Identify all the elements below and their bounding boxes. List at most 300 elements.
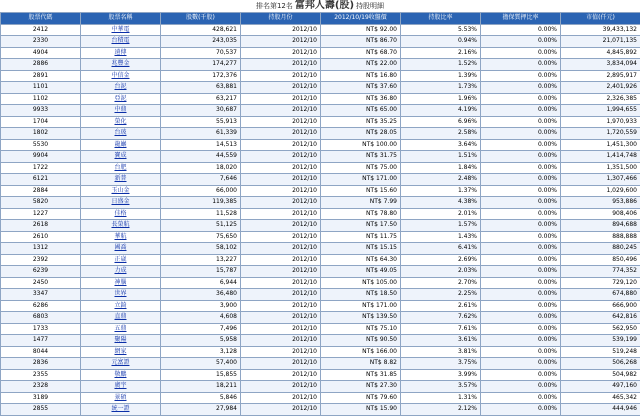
cell-month: 2012/10: [241, 105, 321, 117]
cell-code: 1227: [1, 208, 81, 220]
cell-month: 2012/10: [241, 59, 321, 71]
cell-code: 1102: [1, 93, 81, 105]
cell-pledge: 0.00%: [481, 335, 561, 347]
cell-name: [81, 82, 161, 94]
stock-name-link[interactable]: 國喬: [114, 244, 126, 251]
cell-price: NT$ 15.90: [321, 404, 401, 416]
cell-ratio: 2.01%: [401, 208, 481, 220]
cell-code: 1802: [1, 128, 81, 140]
cell-value: 562,950: [561, 323, 640, 335]
cell-pledge: 0.00%: [481, 254, 561, 266]
cell-code: 2355: [1, 369, 81, 381]
table-row: [1, 266, 640, 278]
cell-ratio: 1.51%: [401, 151, 481, 163]
cell-price: NT$ 92.00: [321, 24, 401, 36]
cell-code: 1477: [1, 335, 81, 347]
stock-name-link[interactable]: 中華電: [111, 26, 129, 33]
table-row: [1, 59, 640, 71]
cell-code: 2412: [1, 24, 81, 36]
cell-price: NT$ 16.80: [321, 70, 401, 82]
stock-name-link[interactable]: 神腦: [114, 279, 126, 286]
cell-value: 1,307,466: [561, 174, 640, 186]
cell-shares: 5,846: [161, 392, 241, 404]
cell-value: 539,199: [561, 335, 640, 347]
cell-code: 1733: [1, 323, 81, 335]
cell-price: NT$ 78.80: [321, 208, 401, 220]
table-row: [1, 197, 640, 209]
cell-pledge: 0.00%: [481, 312, 561, 324]
cell-code: 4904: [1, 47, 81, 59]
cell-code: 2884: [1, 185, 81, 197]
cell-value: 2,895,917: [561, 70, 640, 82]
cell-name: [81, 346, 161, 358]
cell-shares: 30,687: [161, 105, 241, 117]
cell-name: [81, 277, 161, 289]
cell-shares: 14,513: [161, 139, 241, 151]
cell-value: 908,406: [561, 208, 640, 220]
stock-name-link[interactable]: 元富證: [111, 359, 129, 366]
cell-code: 1101: [1, 82, 81, 94]
table-row: [1, 231, 640, 243]
cell-value: 880,245: [561, 243, 640, 255]
cell-shares: 15,787: [161, 266, 241, 278]
cell-month: 2012/10: [241, 346, 321, 358]
cell-code: 8044: [1, 346, 81, 358]
table-row: [1, 70, 640, 82]
cell-pledge: 0.00%: [481, 369, 561, 381]
cell-value: 2,326,385: [561, 93, 640, 105]
cell-name: [81, 197, 161, 209]
cell-month: 2012/10: [241, 323, 321, 335]
table-row: [1, 277, 640, 289]
stock-name-link[interactable]: 廣宇: [114, 382, 126, 389]
cell-ratio: 1.96%: [401, 93, 481, 105]
stock-name-link[interactable]: 台泥: [114, 83, 126, 90]
stock-name-link[interactable]: 中鼎: [114, 106, 126, 113]
cell-value: 642,816: [561, 312, 640, 324]
cell-value: 888,888: [561, 231, 640, 243]
cell-code: 2891: [1, 70, 81, 82]
cell-name: [81, 231, 161, 243]
cell-pledge: 0.00%: [481, 346, 561, 358]
cell-price: NT$ 166.00: [321, 346, 401, 358]
cell-shares: 13,227: [161, 254, 241, 266]
cell-shares: 7,496: [161, 323, 241, 335]
cell-ratio: 2.70%: [401, 277, 481, 289]
cell-month: 2012/10: [241, 220, 321, 232]
cell-price: NT$ 35.25: [321, 116, 401, 128]
cell-value: 3,834,094: [561, 59, 640, 71]
cell-ratio: 2.58%: [401, 128, 481, 140]
cell-ratio: 3.64%: [401, 139, 481, 151]
cell-name: [81, 24, 161, 36]
table-row: [1, 116, 640, 128]
cell-name: [81, 116, 161, 128]
cell-ratio: 1.31%: [401, 392, 481, 404]
cell-shares: 3,128: [161, 346, 241, 358]
cell-price: NT$ 139.50: [321, 312, 401, 324]
stock-name-link[interactable]: 世界: [114, 290, 126, 297]
cell-pledge: 0.00%: [481, 139, 561, 151]
cell-shares: 44,559: [161, 151, 241, 163]
cell-price: NT$ 31.85: [321, 369, 401, 381]
cell-pledge: 0.00%: [481, 36, 561, 48]
cell-value: 465,342: [561, 392, 640, 404]
cell-shares: 58,102: [161, 243, 241, 255]
cell-month: 2012/10: [241, 231, 321, 243]
table-row: [1, 93, 640, 105]
cell-shares: 7,646: [161, 174, 241, 186]
cell-ratio: 3.99%: [401, 369, 481, 381]
cell-name: [81, 312, 161, 324]
cell-ratio: 0.94%: [401, 36, 481, 48]
cell-name: [81, 392, 161, 404]
stock-name-link[interactable]: 榮化: [114, 118, 126, 125]
col-header-ratio: 持股比率: [401, 13, 481, 25]
cell-value: 674,880: [561, 289, 640, 301]
cell-month: 2012/10: [241, 312, 321, 324]
cell-pledge: 0.00%: [481, 392, 561, 404]
cell-price: NT$ 100.00: [321, 139, 401, 151]
cell-pledge: 0.00%: [481, 162, 561, 174]
cell-ratio: 4.19%: [401, 105, 481, 117]
stock-name-link[interactable]: 兆豐金: [111, 60, 129, 67]
stock-name-link[interactable]: 正崴: [114, 256, 126, 263]
cell-code: 2886: [1, 59, 81, 71]
cell-month: 2012/10: [241, 197, 321, 209]
cell-ratio: 6.96%: [401, 116, 481, 128]
cell-name: [81, 59, 161, 71]
table-row: [1, 47, 640, 59]
cell-code: 6239: [1, 266, 81, 278]
table-row: [1, 24, 640, 36]
cell-month: 2012/10: [241, 128, 321, 140]
cell-ratio: 1.57%: [401, 220, 481, 232]
cell-price: NT$ 18.50: [321, 289, 401, 301]
stock-name-link[interactable]: 台肥: [114, 164, 126, 171]
cell-price: NT$ 75.10: [321, 323, 401, 335]
cell-value: 894,688: [561, 220, 640, 232]
cell-name: [81, 128, 161, 140]
stock-name-link[interactable]: 亞泥: [114, 95, 126, 102]
stock-name-link[interactable]: 華航: [114, 233, 126, 240]
cell-month: 2012/10: [241, 277, 321, 289]
col-header-month: 持股月份: [241, 13, 321, 25]
table-row: [1, 254, 640, 266]
cell-shares: 5,958: [161, 335, 241, 347]
cell-code: 6121: [1, 174, 81, 186]
stock-name-link[interactable]: 敬鵬: [114, 371, 126, 378]
cell-month: 2012/10: [241, 151, 321, 163]
cell-value: 519,248: [561, 346, 640, 358]
cell-value: 729,120: [561, 277, 640, 289]
cell-name: [81, 289, 161, 301]
col-header-shares: 股數(千股): [161, 13, 241, 25]
cell-value: 666,900: [561, 300, 640, 312]
cell-name: [81, 243, 161, 255]
table-row: [1, 289, 640, 301]
cell-month: 2012/10: [241, 185, 321, 197]
cell-value: 1,970,933: [561, 116, 640, 128]
table-row: [1, 151, 640, 163]
cell-shares: 18,020: [161, 162, 241, 174]
stock-name-link[interactable]: 佳格: [114, 210, 126, 217]
cell-code: 1704: [1, 116, 81, 128]
cell-code: 2836: [1, 358, 81, 370]
cell-month: 2012/10: [241, 82, 321, 94]
table-row: [1, 335, 640, 347]
cell-code: 2392: [1, 254, 81, 266]
table-row: [1, 82, 640, 94]
cell-pledge: 0.00%: [481, 323, 561, 335]
cell-month: 2012/10: [241, 24, 321, 36]
cell-month: 2012/10: [241, 404, 321, 416]
cell-pledge: 0.00%: [481, 24, 561, 36]
cell-pledge: 0.00%: [481, 82, 561, 94]
table-row: [1, 369, 640, 381]
cell-pledge: 0.00%: [481, 231, 561, 243]
cell-shares: 55,913: [161, 116, 241, 128]
cell-shares: 172,376: [161, 70, 241, 82]
cell-price: NT$ 17.50: [321, 220, 401, 232]
cell-value: 1,720,559: [561, 128, 640, 140]
cell-price: NT$ 79.60: [321, 392, 401, 404]
cell-month: 2012/10: [241, 208, 321, 220]
table-row: [1, 243, 640, 255]
cell-shares: 57,400: [161, 358, 241, 370]
cell-ratio: 5.53%: [401, 24, 481, 36]
stock-name-link[interactable]: 日盛金: [111, 198, 129, 205]
cell-month: 2012/10: [241, 162, 321, 174]
cell-code: 2610: [1, 231, 81, 243]
cell-month: 2012/10: [241, 335, 321, 347]
cell-ratio: 6.41%: [401, 243, 481, 255]
cell-value: 4,845,892: [561, 47, 640, 59]
table-row: [1, 36, 640, 48]
cell-code: 2855: [1, 404, 81, 416]
cell-value: 506,268: [561, 358, 640, 370]
cell-price: NT$ 105.00: [321, 277, 401, 289]
cell-pledge: 0.00%: [481, 128, 561, 140]
cell-ratio: 7.62%: [401, 312, 481, 324]
cell-code: 3347: [1, 289, 81, 301]
cell-ratio: 1.37%: [401, 185, 481, 197]
table-row: [1, 185, 640, 197]
stock-name-link[interactable]: 玉山金: [111, 187, 129, 194]
cell-shares: 27,984: [161, 404, 241, 416]
cell-ratio: 3.75%: [401, 358, 481, 370]
stock-name-link[interactable]: 長榮航: [111, 221, 129, 228]
cell-name: [81, 47, 161, 59]
cell-code: 5820: [1, 197, 81, 209]
cell-month: 2012/10: [241, 36, 321, 48]
stock-name-link[interactable]: 寶成: [114, 152, 126, 159]
stock-name-link[interactable]: 新普: [114, 175, 126, 182]
cell-pledge: 0.00%: [481, 243, 561, 255]
cell-shares: 174,277: [161, 59, 241, 71]
stock-name-link[interactable]: 直鼎: [114, 313, 126, 320]
stock-name-link[interactable]: 遠傳: [114, 49, 126, 56]
cell-price: NT$ 11.75: [321, 231, 401, 243]
cell-name: [81, 358, 161, 370]
cell-price: NT$ 86.70: [321, 36, 401, 48]
stock-name-link[interactable]: 聚陽: [114, 336, 126, 343]
cell-name: [81, 139, 161, 151]
cell-ratio: 2.69%: [401, 254, 481, 266]
cell-code: 1312: [1, 243, 81, 255]
cell-month: 2012/10: [241, 289, 321, 301]
cell-price: NT$ 75.00: [321, 162, 401, 174]
cell-pledge: 0.00%: [481, 358, 561, 370]
cell-shares: 428,621: [161, 24, 241, 36]
cell-month: 2012/10: [241, 93, 321, 105]
cell-value: 953,886: [561, 197, 640, 209]
cell-month: 2012/10: [241, 254, 321, 266]
cell-name: [81, 381, 161, 393]
cell-value: 1,451,300: [561, 139, 640, 151]
cell-pledge: 0.00%: [481, 404, 561, 416]
cell-name: [81, 404, 161, 416]
cell-name: [81, 70, 161, 82]
cell-shares: 15,855: [161, 369, 241, 381]
cell-month: 2012/10: [241, 300, 321, 312]
cell-value: 1,351,500: [561, 162, 640, 174]
cell-shares: 63,881: [161, 82, 241, 94]
cell-pledge: 0.00%: [481, 174, 561, 186]
cell-month: 2012/10: [241, 266, 321, 278]
cell-month: 2012/10: [241, 174, 321, 186]
table-row: [1, 208, 640, 220]
stock-name-link[interactable]: 台玻: [114, 129, 126, 136]
cell-price: NT$ 49.05: [321, 266, 401, 278]
col-header-code: 股票代碼: [1, 13, 81, 25]
table-row: [1, 381, 640, 393]
cell-price: NT$ 8.82: [321, 358, 401, 370]
cell-shares: 51,125: [161, 220, 241, 232]
cell-shares: 70,537: [161, 47, 241, 59]
cell-shares: 3,900: [161, 300, 241, 312]
cell-ratio: 2.25%: [401, 289, 481, 301]
table-row: [1, 300, 640, 312]
cell-name: [81, 323, 161, 335]
stock-name-link[interactable]: 龍巖: [114, 141, 126, 148]
cell-price: NT$ 68.70: [321, 47, 401, 59]
cell-code: 9904: [1, 151, 81, 163]
cell-ratio: 2.12%: [401, 404, 481, 416]
stock-name-link[interactable]: 網家: [114, 348, 126, 355]
cell-ratio: 1.73%: [401, 82, 481, 94]
cell-shares: 18,211: [161, 381, 241, 393]
cell-value: 1,414,748: [561, 151, 640, 163]
cell-ratio: 2.03%: [401, 266, 481, 278]
cell-price: NT$ 7.99: [321, 197, 401, 209]
cell-ratio: 4.38%: [401, 197, 481, 209]
cell-value: 497,160: [561, 381, 640, 393]
cell-code: 2328: [1, 381, 81, 393]
stock-name-link[interactable]: 統一證: [111, 405, 129, 412]
cell-price: NT$ 15.60: [321, 185, 401, 197]
cell-pledge: 0.00%: [481, 105, 561, 117]
cell-ratio: 1.43%: [401, 231, 481, 243]
cell-price: NT$ 90.50: [321, 335, 401, 347]
cell-name: [81, 105, 161, 117]
stock-name-link[interactable]: 五鼎: [114, 325, 126, 332]
cell-month: 2012/10: [241, 381, 321, 393]
cell-code: 9933: [1, 105, 81, 117]
table-row: [1, 174, 640, 186]
cell-name: [81, 300, 161, 312]
cell-code: 6286: [1, 300, 81, 312]
cell-price: NT$ 27.30: [321, 381, 401, 393]
cell-month: 2012/10: [241, 70, 321, 82]
cell-pledge: 0.00%: [481, 185, 561, 197]
cell-month: 2012/10: [241, 358, 321, 370]
table-row: [1, 392, 640, 404]
cell-pledge: 0.00%: [481, 70, 561, 82]
cell-name: [81, 220, 161, 232]
cell-shares: 119,385: [161, 197, 241, 209]
stock-name-link[interactable]: 台積電: [111, 37, 129, 44]
cell-code: 1722: [1, 162, 81, 174]
cell-value: 21,071,135: [561, 36, 640, 48]
cell-value: 504,982: [561, 369, 640, 381]
cell-name: [81, 254, 161, 266]
cell-price: NT$ 22.00: [321, 59, 401, 71]
stock-name-link[interactable]: 立錡: [114, 302, 126, 309]
cell-pledge: 0.00%: [481, 277, 561, 289]
cell-shares: 243,035: [161, 36, 241, 48]
table-row: [1, 312, 640, 324]
cell-month: 2012/10: [241, 139, 321, 151]
table-row: [1, 346, 640, 358]
cell-ratio: 2.48%: [401, 174, 481, 186]
cell-pledge: 0.00%: [481, 300, 561, 312]
stock-name-link[interactable]: 中信金: [111, 72, 129, 79]
stock-name-link[interactable]: 力成: [114, 267, 126, 274]
cell-value: 774,352: [561, 266, 640, 278]
cell-month: 2012/10: [241, 392, 321, 404]
cell-name: [81, 369, 161, 381]
cell-price: NT$ 171.00: [321, 300, 401, 312]
cell-price: NT$ 65.00: [321, 105, 401, 117]
cell-price: NT$ 171.00: [321, 174, 401, 186]
cell-ratio: 3.81%: [401, 346, 481, 358]
holdings-table: [0, 12, 640, 416]
cell-name: [81, 151, 161, 163]
cell-value: 444,946: [561, 404, 640, 416]
col-header-price: 2012/10/19收盤價: [321, 13, 401, 25]
cell-value: 39,433,132: [561, 24, 640, 36]
title-prefix: 排名第12名: [256, 2, 293, 10]
table-row: [1, 220, 640, 232]
cell-shares: 75,650: [161, 231, 241, 243]
cell-name: [81, 185, 161, 197]
cell-pledge: 0.00%: [481, 220, 561, 232]
table-row: [1, 323, 640, 335]
cell-ratio: 3.57%: [401, 381, 481, 393]
col-header-name: 股票名稱: [81, 13, 161, 25]
cell-pledge: 0.00%: [481, 208, 561, 220]
cell-price: NT$ 36.80: [321, 93, 401, 105]
stock-name-link[interactable]: 景碩: [114, 394, 126, 401]
cell-month: 2012/10: [241, 47, 321, 59]
cell-pledge: 0.00%: [481, 289, 561, 301]
cell-name: [81, 208, 161, 220]
table-row: [1, 105, 640, 117]
cell-price: NT$ 31.75: [321, 151, 401, 163]
cell-price: NT$ 15.15: [321, 243, 401, 255]
cell-month: 2012/10: [241, 369, 321, 381]
